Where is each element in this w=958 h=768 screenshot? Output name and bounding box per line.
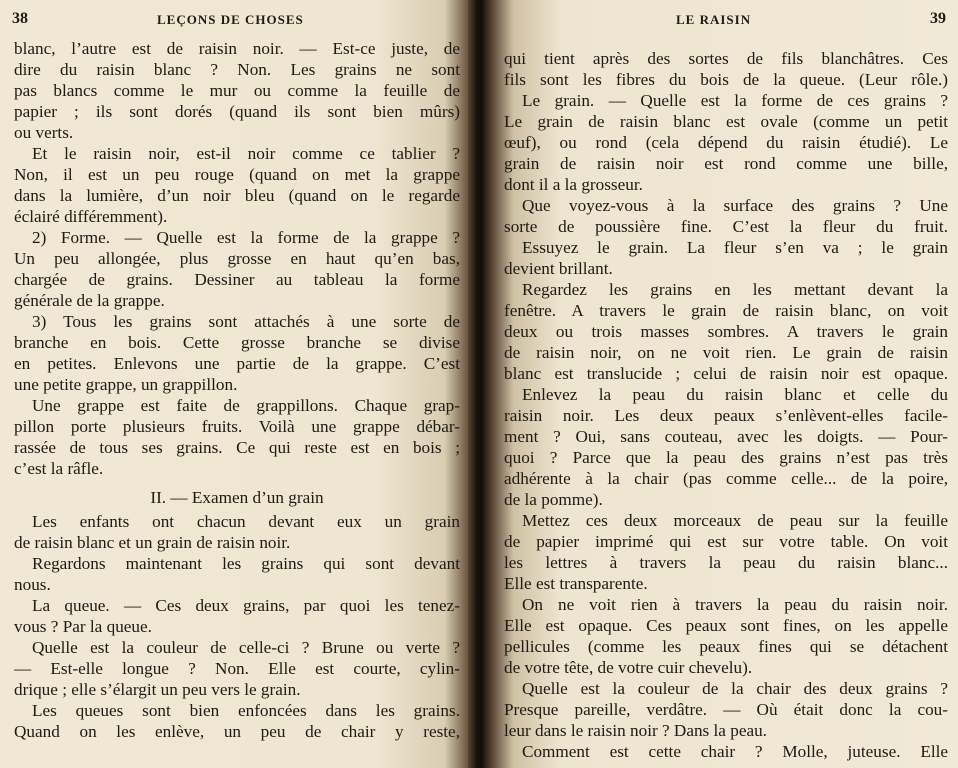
text-line: Le grain de raisin blanc est ovale (comme un petit bbox=[504, 112, 948, 131]
text-line: grain de raisin noir est rond comme une bille, bbox=[504, 154, 948, 173]
text-line: — Est-elle longue ? Non. Elle est courte, cylin- bbox=[14, 659, 460, 678]
text-line: Enlevez la peau du raisin blanc et celle du bbox=[522, 385, 948, 404]
text-line: papier ; ils sont dorés (quand ils sont bien mûrs) bbox=[14, 102, 460, 121]
text-line: adhérente à la chair (pas comme celle... de la poire, bbox=[504, 469, 948, 488]
left-body-text bbox=[14, 38, 460, 742]
text-line: 3) Tous les grains sont attachés à une sorte de bbox=[32, 312, 460, 331]
text-line: de votre tête, de votre cuir chevelu). bbox=[504, 658, 753, 677]
text-line: leur dans le raisin noir ? Dans la peau. bbox=[504, 721, 767, 740]
text-line: raisin noir. Les deux peaux s’enlèvent-elles facile- bbox=[504, 406, 948, 425]
text-line: une petite grappe, un grappillon. bbox=[14, 375, 238, 394]
text-line: Elle est opaque. Ces peaux sont fines, on les appelle bbox=[504, 616, 948, 635]
text-line: dans la lumière, d’un noir bleu (quand on le regarde bbox=[14, 186, 460, 205]
text-line: vous ? Par la queue. bbox=[14, 617, 152, 636]
text-line: de raisin noir, on ne voit rien. Le grain de raisin bbox=[504, 343, 948, 362]
text-line: éclairé différemment). bbox=[14, 207, 168, 226]
text-line: en petites. Enlevons une partie de la grappe. C’est bbox=[14, 354, 460, 373]
text-line: Essuyez le grain. La fleur s’en va ; le grain bbox=[522, 238, 948, 257]
text-line: Un peu allongée, plus grosse en haut qu’en bas, bbox=[14, 249, 460, 268]
text-line: c’est la râfle. bbox=[14, 459, 104, 478]
text-line: Les enfants ont chacun devant eux un grain bbox=[32, 512, 460, 531]
text-line: Et le raisin noir, est-il noir comme ce tablier ? bbox=[32, 144, 460, 163]
text-line: nous. bbox=[14, 575, 51, 594]
text-line: blanc est translucide ; celui de raisin noir est opaque. bbox=[504, 364, 948, 383]
text-line: branche en bois. Cette grosse branche se divise bbox=[14, 333, 460, 352]
text-line: Mettez ces deux morceaux de peau sur la feuille bbox=[522, 511, 948, 530]
right-paragraph-block bbox=[504, 48, 948, 762]
text-line: drique ; elle s’élargit un peu vers le grain. bbox=[14, 680, 301, 699]
text-line: Regardez les grains en les mettant devant la bbox=[522, 280, 948, 299]
text-line: œuf), ou rond (cela dépend du raisin étudié). Le bbox=[504, 133, 948, 152]
text-line: fenêtre. A travers le grain de raisin blanc, on voit bbox=[504, 301, 948, 320]
right-page-number: 39 bbox=[930, 10, 946, 27]
text-line: Comment est cette chair ? Molle, juteuse. Elle bbox=[522, 742, 948, 761]
text-line: de papier imprimé qui est sur votre table. On voit bbox=[504, 532, 948, 551]
text-line: deux ou trois masses sombres. A travers le grain bbox=[504, 322, 948, 341]
left-running-head bbox=[0, 10, 468, 30]
text-line: 2) Forme. — Quelle est la forme de la grappe ? bbox=[32, 228, 460, 247]
text-line: dire du raisin blanc ? Non. Les grains ne sont bbox=[14, 60, 460, 79]
text-line: Quand on les enlève, un peu de chair y reste, bbox=[14, 722, 460, 741]
text-line: Presque pareille, verdâtre. — Où était donc la cou- bbox=[504, 700, 948, 719]
text-line: La queue. — Ces deux grains, par quoi les tenez- bbox=[32, 596, 460, 615]
left-page-number: 38 bbox=[12, 10, 28, 27]
text-line: rassée de tous ses grains. Ce qui reste est en bois ; bbox=[14, 438, 460, 457]
text-line: de raisin blanc et un grain de raisin noir. bbox=[14, 533, 291, 552]
book-gutter bbox=[468, 0, 490, 768]
right-body-text bbox=[504, 48, 948, 762]
text-line: quoi ? Parce que la peau des grains n’est pas très bbox=[504, 448, 948, 467]
text-line: qui tient après des sortes de fils blanchâtres. Ces bbox=[504, 49, 948, 68]
text-line: pas blancs comme le mur ou comme la feuille de bbox=[14, 81, 460, 100]
text-line: On ne voit rien à travers la peau du raisin noir. bbox=[522, 595, 948, 614]
section-heading: II. — Examen d’un grain bbox=[150, 488, 324, 507]
text-line: ou verts. bbox=[14, 123, 74, 142]
left-running-title: LEÇONS DE CHOSES bbox=[157, 12, 304, 27]
right-running-title: LE RAISIN bbox=[676, 12, 752, 27]
text-line: Elle est transparente. bbox=[504, 574, 648, 593]
text-line: générale de la grappe. bbox=[14, 291, 165, 310]
right-running-head bbox=[490, 10, 958, 30]
text-line: Que voyez-vous à la surface des grains ? Une bbox=[522, 196, 948, 215]
text-line: sorte de poussière fine. C’est la fleur du fruit. bbox=[504, 217, 948, 236]
text-line: chargée de grains. Dessiner au tableau la forme bbox=[14, 270, 460, 289]
text-line: les lettres à travers la peau du raisin blanc... bbox=[504, 553, 948, 572]
text-line: blanc, l’autre est de raisin noir. — Est-ce juste, de bbox=[14, 39, 460, 58]
text-line: Une grappe est faite de grappillons. Chaque grap- bbox=[32, 396, 460, 415]
text-line: dont il a la grosseur. bbox=[504, 175, 643, 194]
text-line: pellicules (comme les peaux fines qui se détachent bbox=[504, 637, 948, 656]
text-line: Non, il est un peu rouge (quand on met la grappe bbox=[14, 165, 460, 184]
text-line: Le grain. — Quelle est la forme de ces grains ? bbox=[522, 91, 948, 110]
right-page bbox=[490, 0, 958, 768]
text-line: Quelle est la couleur de la chair des deux grains ? bbox=[522, 679, 948, 698]
text-line: Regardons maintenant les grains qui sont devant bbox=[32, 554, 460, 573]
text-line: pillon porte plusieurs fruits. Voilà une grappe débar- bbox=[14, 417, 460, 436]
left-paragraph-block-2 bbox=[14, 511, 460, 742]
text-line: Quelle est la couleur de celle-ci ? Brune ou verte ? bbox=[32, 638, 460, 657]
text-line: de la pomme). bbox=[504, 490, 603, 509]
text-line: Les queues sont bien enfoncées dans les grains. bbox=[32, 701, 460, 720]
left-paragraph-block bbox=[14, 38, 460, 479]
text-line: fils sont les fibres du bois de la queue. (Leur rôle.) bbox=[504, 70, 948, 89]
text-line: devient brillant. bbox=[504, 259, 613, 278]
left-page bbox=[0, 0, 468, 768]
text-line: ment ? Oui, sans couteau, avec les doigts. — Pour- bbox=[504, 427, 948, 446]
